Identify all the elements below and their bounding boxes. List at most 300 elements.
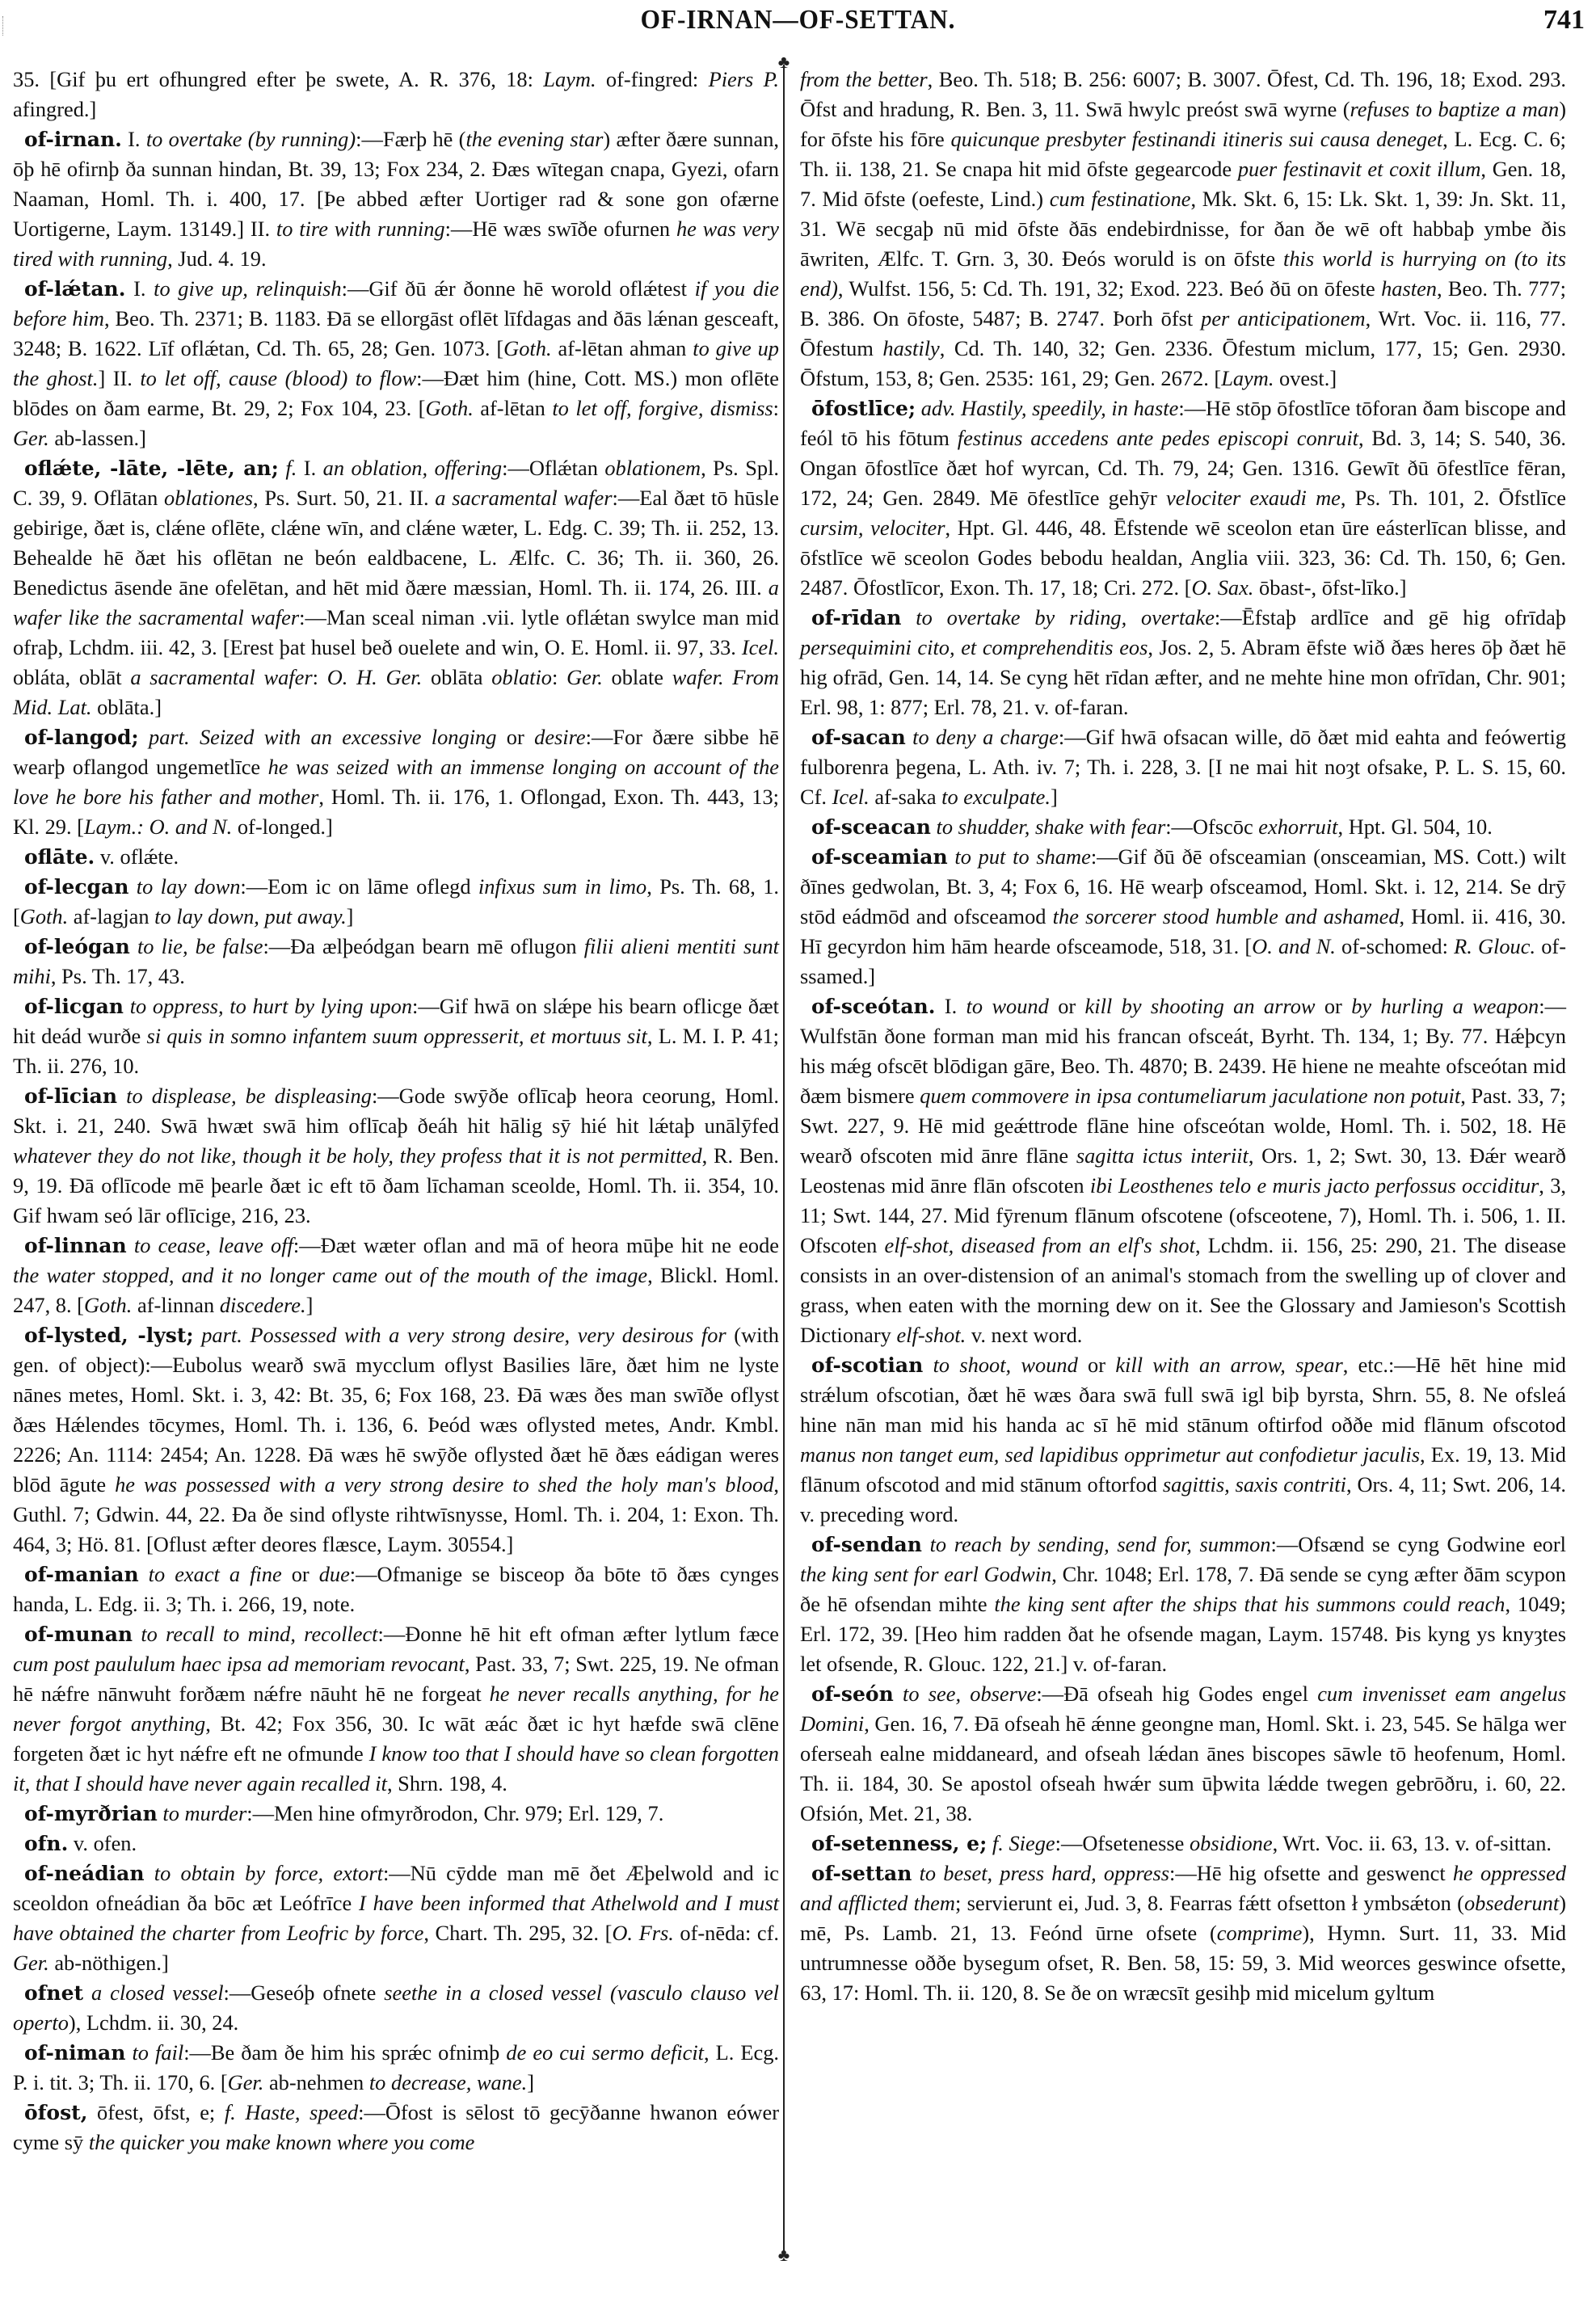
entry-text: ] II. (98, 366, 141, 390)
entry-text: , Cd. Th. 140, 32; Gen. 2336. Ōfestum miclum, 177, 15; Gen. 2930. Ōfstum, 153, 8; Gen. 2535: 161, 29; Gen. 2672. [ (800, 336, 1566, 390)
italic-gloss: elf-shot, diseased from an elf's shot (884, 1233, 1195, 1257)
dictionary-entry (13, 991, 779, 1081)
right-column (800, 65, 1566, 2008)
italic-gloss: to give up, relinquish (154, 276, 342, 301)
dictionary-entry (800, 812, 1566, 842)
dictionary-entry (13, 1978, 779, 2038)
italic-gloss: to let off, forgive, dismiss (552, 396, 773, 420)
running-head: OF-IRNAN—OF-SETTAN. (640, 5, 956, 35)
italic-gloss: wafer. From Mid. Lat. (13, 665, 779, 719)
italic-gloss: Goth. (503, 336, 552, 360)
entry-text: ), Hymn. Surt. 11, 33. Mid untrumnesse oððe bysegum ofset, R. Ben. 58, 15: 59, 3. Mid weorces geswince ofsette, 63, 17: Homl. Th. ii. 120, 8. Se ðe on wræcsīt gesihþ mid micelum gyltum (800, 1921, 1567, 2005)
dictionary-entry (800, 1829, 1566, 1858)
dictionary-entry (13, 872, 779, 932)
italic-gloss: infixus sum in limo (478, 874, 647, 899)
italic-gloss: Laym. (543, 67, 596, 91)
column-rule-ornament-top-icon: ♣ (777, 52, 790, 72)
dictionary-entry (13, 1799, 779, 1829)
italic-gloss: cum festinatione (1049, 187, 1191, 211)
italic-gloss: adv. Hastily, speedily, in haste (920, 396, 1179, 420)
italic-gloss: O. Sax. (1191, 575, 1254, 600)
entry-text: :—Oflǽtan (502, 456, 605, 480)
italic-gloss: to fail (132, 2040, 184, 2065)
italic-gloss: I have been informed that Athelwold and I must have obtained the charter from Leofric by force (13, 1891, 779, 1945)
italic-gloss: R. Glouc. (1454, 934, 1536, 958)
entry-text: I. (297, 456, 323, 480)
entry-text: :—Nū cȳdde man mē ðet Æþelwold and ic sceoldon ofneádian ða bōc æt Leófrīce (13, 1861, 779, 1915)
italic-gloss: part. Possessed with a very strong desire, very desirous for (201, 1323, 726, 1347)
headword: of-sacan (811, 726, 906, 749)
headword: of-settan (811, 1862, 912, 1885)
entry-text: of-nēda: cf. (673, 1921, 779, 1945)
italic-gloss: to reach by sending, send for, summon (929, 1532, 1271, 1556)
entry-text: , Ps. Th. 68, 1. [ (13, 874, 779, 928)
italic-gloss: to wound (966, 994, 1049, 1018)
entry-text: of-schomed: (1335, 934, 1455, 958)
italic-gloss: Laym.: O. and N. (83, 815, 233, 839)
entry-text: , Blickl. Homl. 247, 8. [ (13, 1263, 780, 1317)
italic-gloss: to lay down, put away. (154, 904, 347, 928)
headword: oflāte. (24, 845, 95, 869)
entry-text: :—Men hine ofmyrðrodon, Chr. 979; Erl. 129, 7. (246, 1801, 664, 1825)
italic-gloss: to deny a charge (912, 725, 1059, 749)
entry-text: , Ors. 1, 2; Swt. 30, 13. Ðǽr wearð Leostenas mid ānre flān ofscoten (800, 1143, 1566, 1198)
entry-text (128, 874, 136, 899)
headword: ōfostlīce; (811, 397, 916, 420)
italic-gloss: to see, observe (902, 1682, 1037, 1706)
italic-gloss: he oppressed and afflicted them (800, 1861, 1566, 1915)
italic-gloss: Ger. (566, 665, 603, 689)
entry-text: of-ssamed.] (800, 934, 1566, 988)
entry-text: :—Ðonne hē hit eft ofman æfter lytlum fæce (377, 1622, 779, 1646)
entry-text: ) mē, Ps. Lamb. 21, 13. Feónd ūrne ofsete ( (800, 1891, 1567, 1945)
italic-gloss: velociter exaudi me (1165, 486, 1341, 510)
entry-text: ab-nöthigen.] (48, 1951, 169, 1975)
entry-text: or (1315, 994, 1352, 1018)
headword: of-līcian (24, 1084, 118, 1108)
entry-text: 35. [Gif þu ert ofhungred efter þe swete, A. R. 376, 18: (13, 67, 544, 91)
entry-text: :—Gif ðū ðē ofsceamian (onsceamian, MS. Cott.) wilt ðīnes gedwolan, Bt. 3, 4; Fox 6, 16. Hē wearþ ofsceamod, Homl. Skt. i. 12, 214. Se drȳ stōd eádmōd and ofsceamod (800, 844, 1566, 928)
entry-text: , Chr. 1048; Erl. 178, 7. Ðā sende se cyng æfter ðām scypon ðe hē ofsendan mihte (800, 1562, 1566, 1616)
entry-text: of-fingred: (596, 67, 709, 91)
entry-text: v. next word. (966, 1323, 1083, 1347)
entry-text: af-linnan (132, 1293, 220, 1317)
italic-gloss: to cease, leave off (133, 1233, 293, 1257)
italic-gloss: to oppress, to hurt by lying upon (129, 994, 413, 1018)
entry-text: , Ps. Th. 17, 43. (50, 964, 185, 988)
entry-text: , Chart. Th. 295, 32. [ (423, 1921, 613, 1945)
entry-continuation (800, 65, 1566, 394)
dictionary-entry (13, 2098, 779, 2157)
entry-text (912, 1861, 919, 1885)
dictionary-entry (13, 1081, 779, 1231)
entry-text: :—Gif hwā on slǽpe his bearn oflicge ðæt hit deád wurðe (13, 994, 779, 1048)
italic-gloss: discedere. (219, 1293, 306, 1317)
entry-text: , Wulfst. 156, 5: Cd. Th. 191, 32; Exod. 223. Beó ðū on ōfeste (837, 276, 1382, 301)
entry-text: v. ofen. (68, 1831, 137, 1855)
entry-text: oblāta (422, 665, 492, 689)
entry-text: :—Ðæt him (hine, Cott. MS.) mon oflēte blōdes on ðam earme, Bt. 29, 2; Fox 104, 23. [ (13, 366, 780, 420)
italic-gloss: Icel. (832, 785, 870, 809)
entry-text: :—Hē stōp ōfostlīce tōforan ðam biscope and feól tō his fōtum (800, 396, 1566, 450)
entry-text: , Gen. 18, 7. Mid ōfste (oefeste, Lind.) (800, 157, 1566, 211)
italic-gloss: to shoot, wound (933, 1353, 1078, 1377)
entry-text: ōbast-, ōfst-līko.] (1253, 575, 1407, 600)
italic-gloss: ibi Leosthenes telo e muris jacto perfossus occiditur (1089, 1173, 1539, 1198)
left-column (13, 65, 779, 2157)
italic-gloss: cum post paululum haec ipsa ad memoriam revocant (13, 1652, 465, 1676)
dictionary-entry (13, 1829, 779, 1858)
entry-text: , Homl. ii. 416, 30. Hī gecyrdon him hām hearde ofsceamode, 518, 31. [ (800, 904, 1566, 958)
italic-gloss: si quis in somno infantem suum oppresserit, et mortuus sit (146, 1024, 647, 1048)
entry-text (987, 1831, 992, 1855)
italic-gloss: he was seized with an immense longing on account of the love he bore his father and mother (13, 755, 779, 809)
entry-text: :—Ofscōc (1165, 815, 1259, 839)
dictionary-entry (13, 124, 779, 274)
entry-text: , Past. 33, 7; Swt. 225, 19. Ne ofman hē nǽfre nānwuht forðæm nǽfre nāuht hē ne forgeat (13, 1652, 779, 1706)
italic-gloss: the king sent for earl Godwin (800, 1562, 1052, 1586)
edge-mark (2, 16, 5, 36)
entry-text: : (312, 665, 327, 689)
dictionary-entry (13, 1231, 779, 1320)
italic-gloss: whatever they do not like, though it be holy, they profess that it is not permitted (13, 1143, 702, 1168)
headword: oflǽte, -lāte, -lēte, an; (24, 457, 279, 480)
italic-gloss: seethe in a closed vessel (vasculo clauso vel operto (13, 1981, 779, 2035)
entry-text: :—Ðæt wæter oflan and mā of heora mūþe hit ne eode (293, 1233, 779, 1257)
entry-text: :—Færþ hē ( (356, 127, 466, 151)
entry-text: , Beo. Th. 777; B. 386. On ōfoste, 5487; B. 2747. Þorh ōfst (800, 276, 1566, 330)
entry-text: I. (121, 127, 146, 151)
entry-text (901, 605, 916, 629)
entry-text: :—Eal ðæt tō hūsle gebirige, ðæt is, clǽne oflēte, clǽne wīn, and clǽne wæter, L. Edg. C. 39; Th. ii. 252, 13. Behealde hē ðæt his oflētan ne beón ealdbacene, L. Ælfc. C. 36; Th. ii. 360, 26. Benedictus āsende āne ofelētan, and hēt mid ðære mæssian, Homl. Th. ii. 174, 26. III. (13, 486, 779, 600)
entry-text: , R. Ben. 9, 19. Ðā oflīcode mē þearle ðæt ic eft tō ðam līchaman sceolde, Homl. Th. ii. 354, 10. Gif hwam seó lār oflīcige, 216, 23. (13, 1143, 779, 1227)
entry-text: ), Lchdm. ii. 30, 24. (68, 2010, 239, 2035)
italic-gloss: the quicker you make known where you come (88, 2130, 475, 2154)
page-number: 741 (1543, 5, 1585, 35)
entry-text: :—Wulfstān ðone forman man mid his francan ofsceát, Byrht. Th. 134, 1; By. 77. Hǽþcyn his mǽg ofscēt blōdigan gāre, Beo. Th. 4870; B. 2439. Hē hiene ne meahte ofsceótan mid ðæm bismere (800, 994, 1566, 1108)
entry-text: oblate (602, 665, 672, 689)
entry-text: :—Geseóþ ofnete (223, 1981, 385, 2005)
headword: of-linnan (24, 1234, 127, 1257)
entry-text: :—Ēfstaþ ardlīce and gē hig ofrīdaþ (1214, 605, 1566, 629)
entry-text (906, 725, 912, 749)
dictionary-entry (800, 991, 1566, 1350)
headword: of-niman (24, 2041, 126, 2065)
entry-text: af-lētan (473, 396, 553, 420)
dictionary-entry (800, 722, 1566, 812)
italic-gloss: sagitta ictus interiit (1076, 1143, 1249, 1168)
entry-text: I. (125, 276, 154, 301)
italic-gloss: hastily (882, 336, 940, 360)
italic-gloss: to overtake (by running) (145, 127, 356, 151)
entry-text: ab-nehmen (263, 2070, 369, 2094)
italic-gloss: a closed vessel (91, 1981, 224, 2005)
entry-text: :—Eom ic on lāme oflegd (240, 874, 478, 899)
entry-text: ) for ōfste his fōre (800, 97, 1566, 151)
entry-text: or (1077, 1353, 1116, 1377)
column-divider (783, 65, 785, 2253)
dictionary-entry (13, 453, 779, 722)
italic-gloss: to murder (162, 1801, 247, 1825)
italic-gloss: quicunque presbyter festinandi itineris sui causa deneget (950, 127, 1443, 151)
dictionary-entry (800, 1530, 1566, 1679)
italic-gloss: desire (534, 725, 586, 749)
entry-text: or (496, 725, 535, 749)
entry-text: :—Be ðam ðe him his sprǽc ofnimþ (183, 2040, 507, 2065)
italic-gloss: elf-shot. (896, 1323, 966, 1347)
italic-gloss: he was very tired with running (13, 217, 779, 271)
italic-gloss: obsederunt (1463, 1891, 1560, 1915)
dictionary-entry (13, 1858, 779, 1978)
entry-text: :—Ða ælþeódgan bearn mē oflugon (263, 934, 584, 958)
italic-gloss: Icel. (741, 635, 779, 659)
italic-gloss: Laym. (1221, 366, 1274, 390)
entry-text: , L. Ecg. P. i. tit. 3; Th. ii. 170, 6. [ (13, 2040, 779, 2094)
headword: ofnet (24, 1981, 84, 2005)
headword: of-licgan (24, 995, 124, 1018)
italic-gloss: de eo cui sermo deficit (506, 2040, 704, 2065)
entry-text: oblāta.] (91, 695, 162, 719)
headword: of-manian (24, 1563, 139, 1586)
headword: of-setenness, e; (811, 1832, 987, 1855)
entry-text: , Shrn. 198, 4. (386, 1771, 507, 1795)
entry-text: : (773, 396, 779, 420)
italic-gloss: cum invenisset eam angelus Domini (800, 1682, 1566, 1736)
entry-text: , Beo. Th. 518; B. 256: 6007; B. 3007. Ōfest, Cd. Th. 196, 18; Exod. 293. Ōfst and hradung, R. Ben. 3, 11. Swā hwylc preóst swā wyrne ( (800, 67, 1566, 121)
entry-text: :—Ðā ofseah hig Godes engel (1036, 1682, 1318, 1706)
dictionary-entry (13, 2038, 779, 2098)
italic-gloss: persequimini cito, et comprehenditis eos (800, 635, 1148, 659)
entry-text: , Bd. 3, 14; S. 540, 36. Ongan ōfostlīce ðæt hof wyrcan, Cd. Th. 79, 24; Gen. 1316. Gewīt ðū ōfestlīce fēran, 172, 24; Gen. 2849. Mē ōfestlīce gehȳr (800, 426, 1566, 510)
entry-text: :—Ōfost is sēlost tō gecȳðanne hwanon eówer cyme sȳ (13, 2100, 779, 2154)
page-header (0, 5, 1596, 37)
italic-gloss: per anticipationem (1201, 306, 1366, 330)
entry-text: v. oflǽte. (95, 844, 179, 869)
entry-text (923, 1353, 933, 1377)
entry-text: , Ors. 4, 11; Swt. 206, 14. v. preceding word. (800, 1472, 1566, 1526)
italic-gloss: filii alieni mentiti sunt mihi (13, 934, 779, 988)
dictionary-entry (13, 842, 779, 872)
italic-gloss: the sorcerer stood humble and ashamed (1052, 904, 1400, 928)
headword: of-munan (24, 1623, 133, 1646)
italic-gloss: Ger. (13, 426, 49, 450)
entry-text: : (552, 665, 567, 689)
headword: of-myrðrian (24, 1802, 158, 1825)
italic-gloss: O. and N. (1252, 934, 1336, 958)
entry-text: , Ps. Th. 101, 2. Ōfstlīce (1340, 486, 1566, 510)
italic-gloss: to lay down (136, 874, 241, 899)
italic-gloss: to tire with running (276, 217, 445, 241)
entry-text: ) æfter ðære sunnan, ōþ hē ofirnþ ða sunnan hindan, Bt. 39, 13; Fox 234, 2. Ðæs wītegan cnapa, Gyezi, ofarn Naaman, Homl. Th. i. 400, 17. [Þe abbed æfter Uortiger rad & sone gon ofærne Uortigerne, Laym. 13149.] II. (13, 127, 779, 241)
dictionary-entry (800, 603, 1566, 722)
italic-gloss: kill with an arrow, spear (1115, 1353, 1343, 1377)
entry-text: ovest.] (1274, 366, 1337, 390)
entry-text: ; servierunt ei, Jud. 3, 8. Fearras fǽtt ofsetton ł ymbsǽton ( (954, 1891, 1464, 1915)
italic-gloss: to let off, cause (blood) to flow (140, 366, 417, 390)
entry-continuation (13, 65, 779, 124)
entry-text: (with gen. of object):—Eubolus wearð swā mycclum oflyst Basilies lāre, ðæt him ne lyste nānes metes, Homl. Skt. i. 3, 42: Bt. 35, 6; Fox 168, 23. Ðā wæs ðes man swīðe oflyst ðæs Hǽlendes tōcymes, Homl. Th. i. 136, 6. Þeód wæs oflysted metes, Andr. Kmbl. 2226; An. 1114: 2454; An. 1228. Ðā wæs hē swȳðe oflysted ðæt hē ðæs eádigan weres blōd āgute (13, 1323, 779, 1496)
dictionary-entry (800, 1350, 1566, 1530)
italic-gloss: a sacramental wafer (435, 486, 613, 510)
entry-text: ōfest, ōfst, e; (87, 2100, 225, 2124)
entry-text: :—Gode swȳðe oflīcaþ heora ceorung, Homl. Skt. i. 21, 240. Swā hwæt swā him oflīcaþ ðeáh hit hālig sȳ hié hit lǽtaþ unālȳfed (13, 1084, 779, 1138)
italic-gloss: oblatio (491, 665, 552, 689)
italic-gloss: this world is hurrying on (to its end) (800, 246, 1567, 301)
entry-text: :—Hē hig ofsette and geswenct (1169, 1861, 1453, 1885)
entry-text (931, 815, 937, 839)
italic-gloss: to shudder, shake with fear (936, 815, 1166, 839)
entry-text: , Wrt. Voc. ii. 63, 13. v. of-sittan. (1272, 1831, 1552, 1855)
entry-text (922, 1532, 930, 1556)
italic-gloss: Piers P. (708, 67, 779, 91)
italic-gloss: a wafer like the sacramental wafer (13, 575, 779, 629)
dictionary-entry (13, 1560, 779, 1619)
dictionary-entry (800, 394, 1566, 603)
italic-gloss: he never recalls anything, for he never forgot anything (13, 1682, 779, 1736)
entry-text: , Past. 33, 7; Swt. 227, 9. Hē mid geǽttrode flāne hine ofsceótan wolde, Homl. Th. i. 502, 18. Hē wearð ofscoten mid ānre flāne (800, 1084, 1566, 1168)
entry-text: , Hpt. Gl. 446, 48. Ēfstende wē sceolon etan ūre eásterlīcan blisse, and ōfstlīce wē sceolon Godes bebodu healdan, Anglia viii. 323, 36: Cd. Th. 150, 6; Gen. 2487. Ōfostlīcor, Exon. Th. 17, 18; Cri. 272. [ (800, 516, 1566, 600)
entry-text: , Beo. Th. 2371; B. 1183. Ðā se ellorgāst oflēt līfdagas and ðās lǽnan gesceaft, 3248; B. 1622. Līf oflǽtan, Cd. Th. 65, 28; Gen. 1073. [ (13, 306, 780, 360)
entry-text: :—Man sceal niman .vii. lytle oflǽtan swylce man mid ofraþ, Lchdm. iii. 42, 3. [Erest þat husel beð ouelete and win, O. E. Homl. ii. 97, 33. (13, 605, 779, 659)
headword: of-sendan (811, 1533, 922, 1556)
dictionary-entry (13, 932, 779, 991)
italic-gloss: Goth. (425, 396, 474, 420)
headword: of-rīdan (811, 606, 902, 629)
headword: of-irnan. (24, 128, 122, 151)
italic-gloss: hasten (1381, 276, 1437, 301)
entry-text: , 1049; Erl. 172, 39. [Heo him radden ðat he ofsende magan, Laym. 15748. Þis kyng ys knyȝtes let ofsende, R. Glouc. 122, 21.] v. of-faran. (800, 1592, 1566, 1676)
entry-text (194, 1323, 202, 1347)
entry-text: , Ps. Spl. C. 39, 9. Oflātan (13, 456, 779, 510)
italic-gloss: f. (285, 456, 297, 480)
entry-text (139, 725, 149, 749)
entry-text: ] (346, 904, 354, 928)
italic-gloss: part. Seized with an excessive longing (149, 725, 497, 749)
entry-text: af-lagjan (68, 904, 155, 928)
italic-gloss: to beset, press hard, oppress (919, 1861, 1170, 1885)
headword: of-leógan (24, 935, 130, 958)
italic-gloss: quem commovere in ipsa contumeliarum jaculatione non potuit (920, 1084, 1461, 1108)
italic-gloss: Ger. (13, 1951, 49, 1975)
entry-text: , L. Ecg. C. 6; Th. ii. 138, 21. Se cnapa hit mid ōfste gegearcode (800, 127, 1566, 181)
italic-gloss: to exculpate. (941, 785, 1051, 809)
italic-gloss: obsidione (1189, 1831, 1273, 1855)
entry-text (124, 994, 130, 1018)
entry-text (127, 1233, 134, 1257)
headword: of-sceacan (811, 815, 931, 839)
entry-text: , Ex. 19, 13. Mid flānum ofscotod and mid stānum oftorfod (800, 1442, 1566, 1496)
italic-gloss: manus non tanget eum, sed lapidibus opprimetur aut confodietur jaculis (800, 1442, 1421, 1467)
entry-text: , L. M. I. P. 41; Th. ii. 276, 10. (13, 1024, 779, 1078)
dictionary-entry (800, 1679, 1566, 1829)
entry-text: , Lchdm. ii. 156, 25: 290, 21. The disease consists in an over-distension of an animal's stomach from the swelling up of clover and grass, when eaten with the morning dew on it. See the Glossary and Jamieson's Scottish Dictionary (800, 1233, 1566, 1347)
entry-text: , Guthl. 7; Gdwin. 44, 22. Ða ðe sind oflyste rihtwīsnysse, Homl. Th. i. 204, 1: Exon. Th. 464, 3; Hö. 81. [Oflust æfter deores flæsce, Laym. 30554.] (13, 1472, 779, 1556)
entry-text: ab-lassen.] (48, 426, 146, 450)
italic-gloss: from the better (800, 67, 928, 91)
entry-text: , Hpt. Gl. 504, 10. (1337, 815, 1493, 839)
entry-text (133, 1622, 141, 1646)
headword: of-sceamian (811, 845, 948, 869)
italic-gloss: due (318, 1562, 350, 1586)
italic-gloss: to lie, be false (137, 934, 263, 958)
headword: of-lecgan (24, 875, 129, 899)
italic-gloss: the water stopped, and it no longer came out of the mouth of the image (13, 1263, 648, 1287)
dictionary-entry (13, 274, 779, 453)
entry-text: , Jos. 2, 5. Abram ēfste wið ðæs heres ōþ ðæt hē hig ofrād, Gen. 14, 14. Se cyng hēt rīdan æfter, and ne mehte hine mon ofrīdan, Chr. 901; Erl. 98, 1: 877; Erl. 78, 21. v. of-faran. (800, 635, 1566, 719)
italic-gloss: to decrease, wane. (368, 2070, 528, 2094)
italic-gloss: Ger. (227, 2070, 264, 2094)
italic-gloss: Goth. (19, 904, 69, 928)
entry-text (139, 1562, 149, 1586)
entry-text (130, 934, 137, 958)
entry-text: :—Ofsetenesse (1055, 1831, 1190, 1855)
italic-gloss: f. Haste, speed (224, 2100, 359, 2124)
entry-text: , Gen. 16, 7. Ðā ofseah hē ǽnne geongne man, Homl. Skt. i. 23, 545. Se hālga wer oferseah ealne middaneard, and ofseah lǽdan ānes biscopes sāwle tō heofenum, Homl. Th. ii. 184, 30. Se apostol ofseah hwǽr sum ūþwita lǽdde twegen gebrōðru, i. 60, 22. Ofsión, Met. 21, 38. (800, 1711, 1566, 1825)
entry-text: , Bt. 42; Fox 356, 30. Ic wāt æác ðæt ic hyt hæfde swā clēne forgeten ðæt ic hyt nǽfre eft ne ofmunde (13, 1711, 779, 1766)
italic-gloss: Goth. (83, 1293, 133, 1317)
entry-text: ] (527, 2070, 535, 2094)
italic-gloss: puer festinavit et coxit illum (1237, 157, 1481, 181)
entry-text: ] (1050, 785, 1058, 809)
entry-text: :—Ofmanige se bisceop ða bōte tō ðæs cynges handa, L. Edg. ii. 3; Th. i. 266, 19, note. (13, 1562, 779, 1616)
entry-text: obláta, oblāt (13, 665, 131, 689)
italic-gloss: the evening star (465, 127, 604, 151)
entry-text: , Wrt. Voc. ii. 116, 77. Ōfestum (800, 306, 1566, 360)
entry-text: :—Ofsænd se cyng Godwine eorl (1270, 1532, 1566, 1556)
italic-gloss: festinus accedens ante pedes episcopi conruit (957, 426, 1358, 450)
headword: of-neádian (24, 1862, 145, 1885)
italic-gloss: sagittis, saxis contriti (1162, 1472, 1346, 1496)
italic-gloss: I know too that I should have so clean forgotten it, that I should have never again recalled it (13, 1741, 780, 1795)
italic-gloss: if you die before him (13, 276, 779, 330)
headword: ōfost, (24, 2101, 88, 2124)
italic-gloss: the king sent after the ships that his summons could reach (994, 1592, 1505, 1616)
dictionary-entry (13, 1619, 779, 1799)
entry-text: , Mk. Skt. 6, 15: Lk. Skt. 1, 39: Jn. Skt. 11, 31. Wē secgaþ nū mid ōfste ðās endebirdnisse, for ðan ðe wē oft habbaþ ymbe ðis āwriten, Ælfc. T. Grn. 3, 30. Ðeós woruld is on ōfste (800, 187, 1566, 271)
italic-gloss: O. Frs. (612, 1921, 674, 1945)
headword: of-lǽtan. (24, 277, 126, 301)
entry-text: , Jud. 4. 19. (167, 246, 267, 271)
entry-text: , Homl. Th. ii. 176, 1. Oflongad, Exon. Th. 443, 13; Kl. 29. [ (13, 785, 779, 839)
headword: of-langod; (24, 726, 139, 749)
italic-gloss: to give up the ghost. (13, 336, 779, 390)
entry-text: , Ps. Surt. 50, 21. II. (253, 486, 436, 510)
italic-gloss: O. H. Ger. (326, 665, 423, 689)
entry-text: of-longed.] (232, 815, 333, 839)
headword: ofn. (24, 1832, 69, 1855)
entry-text: :—Hē wæs swīðe ofurnen (444, 217, 676, 241)
entry-text: , 3, 11; Swt. 144, 27. Mid fȳrenum flānum ofscotene (ofsceotene, 7), Homl. Th. i. 506, 1. II. Ofscoten (800, 1173, 1566, 1257)
headword: of-sceótan. (811, 995, 936, 1018)
italic-gloss: exhorruit (1258, 815, 1338, 839)
italic-gloss: to exact a fine (148, 1562, 282, 1586)
italic-gloss: to displease, be displeasing (126, 1084, 372, 1108)
italic-gloss: f. Siege (992, 1831, 1055, 1855)
italic-gloss: refuses to baptize a man (1350, 97, 1560, 121)
italic-gloss: to put to shame (954, 844, 1091, 869)
italic-gloss: by hurling a weapon (1351, 994, 1539, 1018)
italic-gloss: oblationes (164, 486, 254, 510)
dictionary-entry (13, 1320, 779, 1560)
italic-gloss: an oblation, offering (322, 456, 503, 480)
entry-text: or (281, 1562, 319, 1586)
dictionary-entry (800, 1858, 1566, 2008)
entry-text: I. (935, 994, 966, 1018)
entry-text: af-lētan ahman (551, 336, 693, 360)
entry-text (83, 1981, 91, 2005)
headword: of-lysted, -lyst; (24, 1324, 194, 1347)
italic-gloss: comprime (1216, 1921, 1303, 1945)
